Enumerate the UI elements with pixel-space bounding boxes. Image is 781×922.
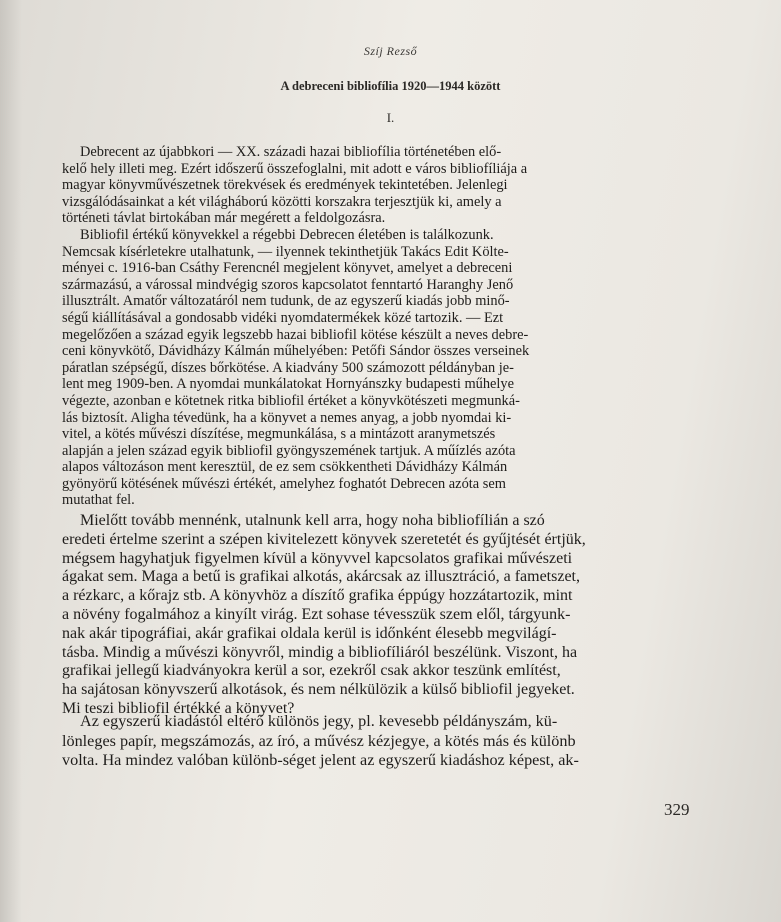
paragraph-1-and-2	[62, 144, 692, 509]
paragraph-4	[62, 712, 722, 771]
text-line: a növény fogalmához a kinyílt virág. Ezt sohase tévesszük szem elől, tárgyunk-	[62, 605, 571, 623]
text-line: kelő hely illeti meg. Ezért időszerű összefoglalni, mit adott e város bibliofíliája a	[62, 160, 528, 177]
text-line: illusztrált. Amatőr változatáról nem tudunk, de az egyszerű kiadás jobb minő-	[62, 293, 510, 310]
text-line: grafikai jellegű kiadványokra kerül a sor, ezekről csak akkor teszünk említést,	[62, 662, 561, 680]
section-number: I.	[386, 110, 395, 125]
text-line: Mi teszi bibliofil értékké a könyvet?	[62, 699, 295, 717]
text-line: ségű kiállításával a gondosabb vidéki nyomdatermékek közé tartozik. — Ezt	[62, 309, 504, 326]
text-line: Bibliofil értékű könyvekkel a régebbi Debrecen életében is találkozunk.	[80, 226, 494, 243]
text-line: alapos változáson ment keresztül, de ez sem csökkentheti Dávidházy Kálmán	[62, 459, 508, 476]
text-line: történeti távlat birtokában már megérett a feldolgozásra.	[62, 210, 386, 227]
text-line: volta. Ha mindez valóban különb-séget jelent az egyszerű kiadáshoz képest, ak-	[62, 751, 579, 769]
text-line: alapján a jelen század egyik bibliofil gyöngyszemének tartjuk. A műízlés azóta	[62, 442, 516, 459]
text-line: tásba. Mindig a művészi könyvről, mindig a bibliofíliáról beszélünk. Viszont, ha	[62, 643, 578, 661]
text-line: Mielőtt tovább mennénk, utalnunk kell arra, hogy noha bibliofílián a szó	[80, 512, 545, 529]
page-gutter-shadow	[0, 0, 22, 922]
text-line: Debrecent az újabbkori — XX. századi hazai bibliofília történetében elő-	[80, 144, 502, 160]
text-line: lent meg 1909-ben. A nyomdai munkálatokat Hornyánszky budapesti műhelye	[62, 376, 515, 393]
text-line: Nemcsak kísérletekre utalhatunk, — ilyennek tekinthetjük Takács Edit Költe-	[62, 243, 509, 260]
text-line: ceni könyvkötő, Dávidházy Kálmán műhelyében: Petőfi Sándor összes verseinek	[62, 343, 530, 360]
text-line: vizsgálódásainkat a két világháború közötti korszakra terjesztjük ki, amely a	[62, 193, 502, 210]
page-number: 329	[664, 800, 690, 819]
paragraph-3	[62, 512, 712, 719]
text-line: megelőzően a század egyik legszebb hazai bibliofil kötése készült a neves debre-	[62, 326, 529, 343]
text-line: mégsem hagyhatjuk figyelmen kívül a könyvvel kapcsolatos grafikai művészeti	[62, 549, 573, 567]
text-line: a rézkarc, a kőrajz stb. A könyvhöz a díszítő grafika éppúgy hozzátartozik, mint	[62, 587, 573, 605]
author-name: Szíj Rezső	[363, 44, 418, 58]
text-line: magyar könyvművészetnek törekvések és eredmények tekintetében. Jelenlegi	[62, 177, 508, 194]
text-line: mutathat fel.	[62, 492, 135, 509]
text-line: vitel, a kötés művészi díszítése, megmunkálása, s a mintázott aranymetszés	[62, 426, 496, 443]
text-line: páratlan szépségű, díszes bőrkötése. A kiadvány 500 számozott példányban je-	[62, 359, 514, 376]
text-line: nak akár tipográfiai, akár grafikai oldala kerül is időnként élesebb megvilágí-	[62, 624, 557, 642]
text-line: eredeti értelme szerint a szépen kivitelezett könyvek szeretetét és gyűjtését értjük,	[62, 530, 586, 548]
text-line: ágakat sem. Maga a betű is grafikai alkotás, akárcsak az illusztráció, a fametszet,	[62, 568, 580, 586]
text-line: ha sajátosan könyvszerű alkotások, és nem nélkülözik a külső bibliofil jegyeket.	[62, 681, 575, 699]
text-line: lönleges papír, megszámozás, az író, a művész kézjegye, a kötés más és különb	[62, 731, 576, 750]
text-line: végezte, azonban e kötetnek ritka bibliofil értéket a könyvkötészeti megmunká-	[62, 392, 520, 409]
text-line: gyönyörű kötésének művészi értékét, amelyhez foghatót Debrecen azóta sem	[62, 475, 506, 492]
text-line: ményei c. 1916-ban Csáthy Ferencnél megjelent könyvet, amelyet a debreceni	[62, 260, 513, 277]
text-line: Az egyszerű kiadástól eltérő különös jegy, pl. kevesebb példányszám, kü-	[80, 712, 558, 730]
text-line: származású, a várossal mindvégig szoros kapcsolatot fenntartó Haranghy Jenő	[62, 276, 514, 293]
article-title: A debreceni bibliofília 1920—1944 között	[280, 79, 501, 93]
text-line: lás biztosít. Aligha tévedünk, ha a könyvet a nemes anyag, a jobb nyomdai ki-	[62, 409, 512, 426]
